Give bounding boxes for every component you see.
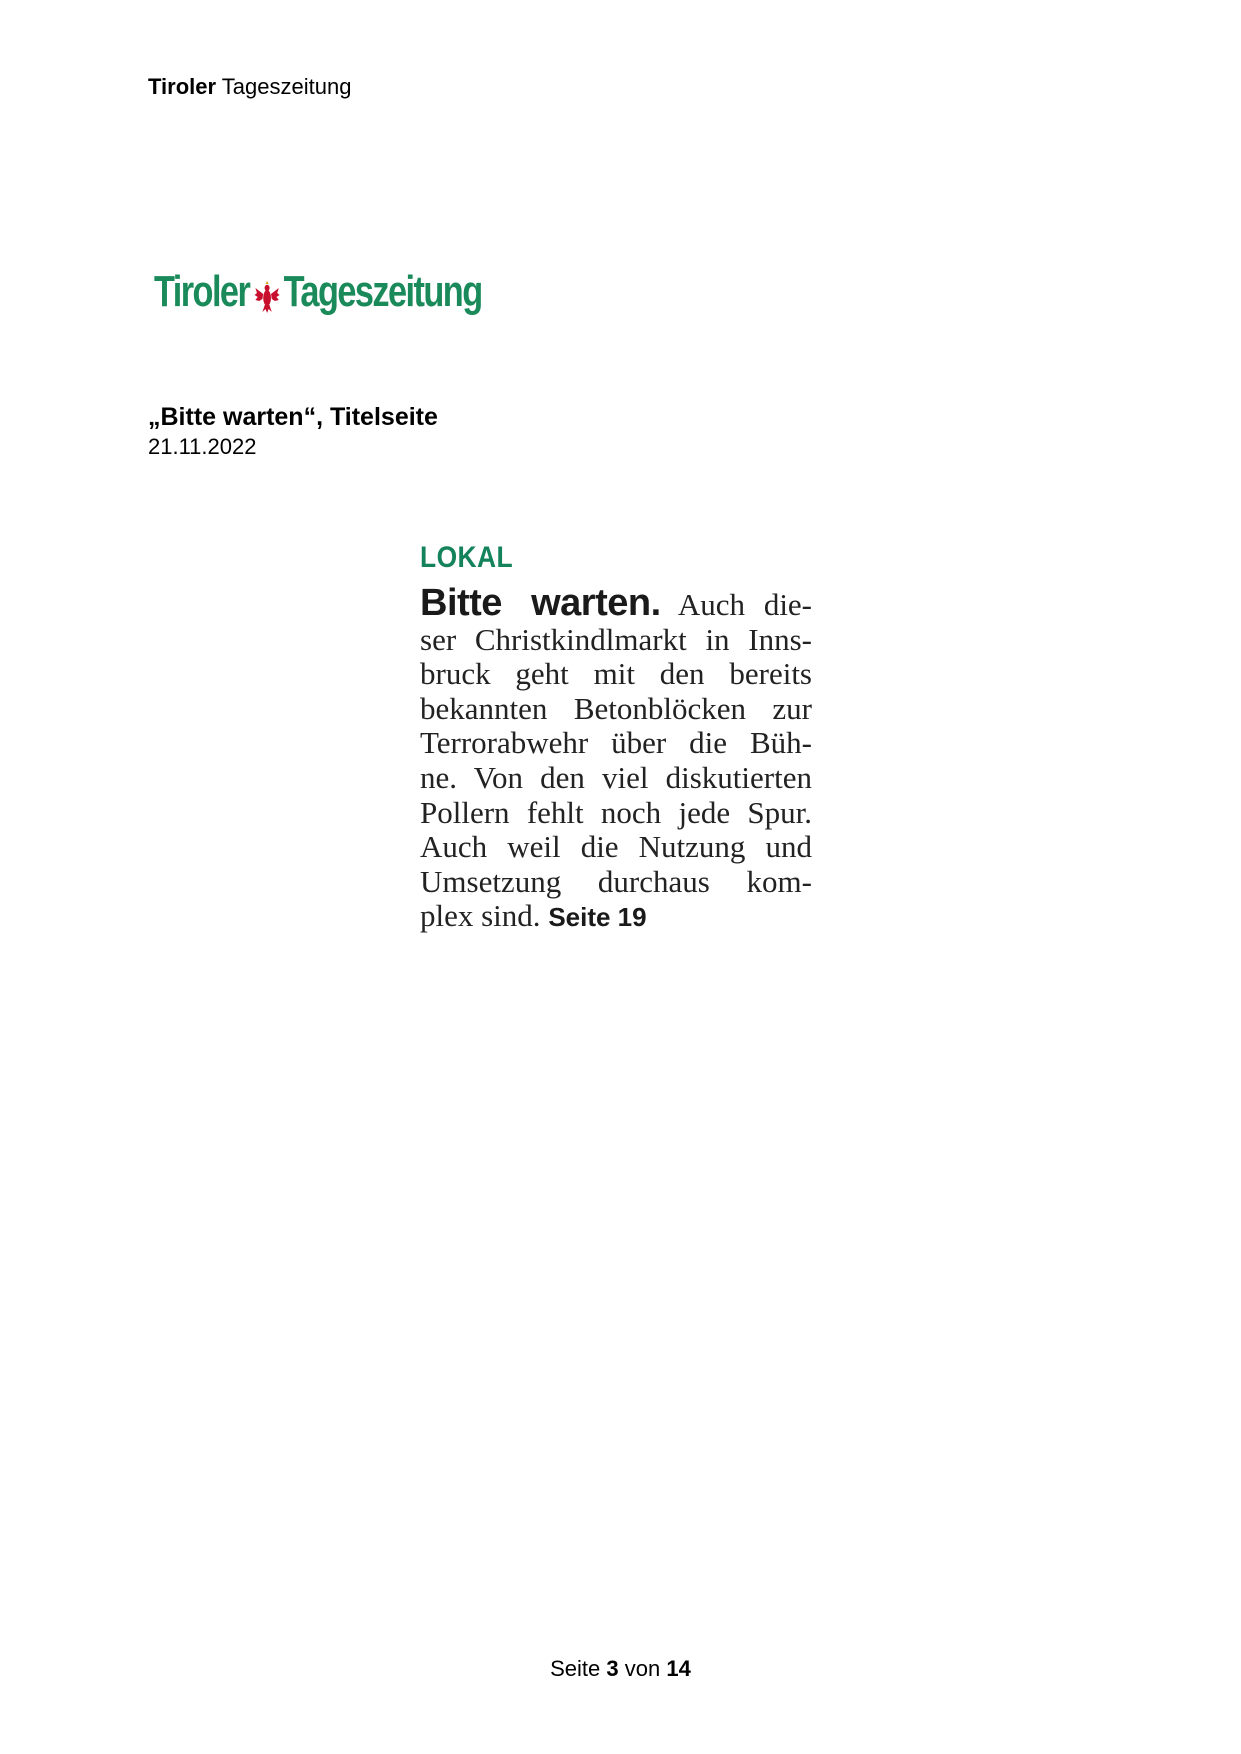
logo-text-right: Tageszeitung [283,267,482,316]
clipping-line-text: plex sind. [420,898,541,934]
footer-current-page: 3 [606,1656,619,1681]
clipping-line: Pollern fehlt noch jede Spur. [420,794,812,830]
footer-middle: von [624,1656,661,1681]
clipping-body [420,582,813,935]
footer-total-pages: 14 [666,1656,691,1681]
tyrolean-eagle-icon [254,275,281,309]
clipping-line: bekannten Betonblöcken zur [420,690,812,726]
footer-prefix: Seite [550,1656,601,1681]
publication-name-rest: Tageszeitung [221,74,352,99]
clipping-line [420,582,813,624]
clipping-line: Auch weil die Nutzung und [420,829,812,865]
clipping-line: ser Christkindlmarkt in Inns- [420,621,812,657]
clipping-headline: Bitte warten. [420,582,661,624]
newspaper-clipping [420,538,812,935]
clipping-line [420,899,812,935]
newspaper-logo [154,262,482,322]
logo-text-left: Tiroler [154,267,250,316]
clipping-line: bruck geht mit den bereits [420,656,812,692]
article-title: „Bitte warten“, Titelseite [148,403,438,431]
page-footer [0,1656,1241,1682]
page-reference: Seite 19 [548,902,647,933]
article-date: 21.11.2022 [148,434,257,459]
clipping-line: ne. Von den viel diskutierten [420,759,812,795]
clipping-line-text: Auch die- [677,587,813,622]
clipping-line: Terrorabwehr über die Büh- [420,725,812,761]
clipping-line: Umsetzung durchaus kom- [420,863,812,899]
publication-name-bold: Tiroler [148,74,217,99]
publication-name [148,74,351,100]
section-label: LOKAL [420,541,514,574]
